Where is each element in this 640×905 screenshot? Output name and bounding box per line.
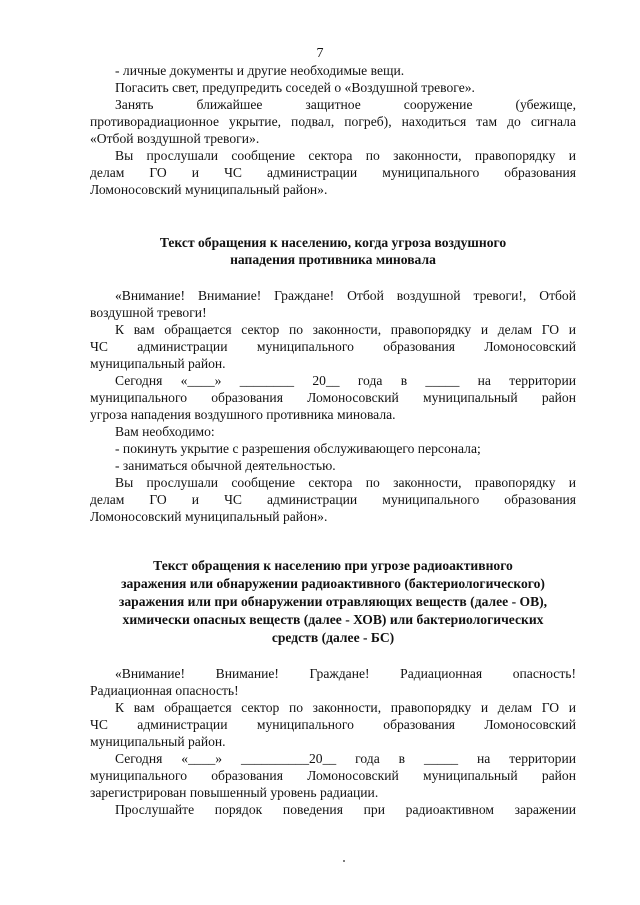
text-line: «Отбой воздушной тревоги».	[90, 131, 260, 146]
page-number: 7	[316, 46, 324, 61]
text-line: муниципальный район.	[90, 734, 226, 749]
section-heading: Текст обращения к населению при угрозе радиоактивного	[153, 558, 513, 573]
text-line: «Внимание! Внимание! Граждане! Отбой воздушной тревоги!, Отбой	[115, 288, 576, 303]
text-line: Сегодня «____» __________20__ года в _____ на территории	[115, 751, 576, 766]
section-heading: химически опасных веществ (далее - ХОВ) или бактериологических	[122, 612, 544, 627]
section-heading: заражения или обнаружении радиоактивного (бактериологического)	[121, 576, 545, 591]
section-heading: средств (далее - БС)	[271, 630, 395, 645]
text-line: - заниматься обычной деятельностью.	[115, 458, 336, 473]
section-heading: заражения или при обнаружении отравляющих веществ (далее - ОВ),	[118, 594, 548, 609]
text-line: противорадиационное укрытие, подвал, погреб), находиться там до сигнала	[90, 114, 576, 129]
text-line: Ломоносовский муниципальный район».	[90, 509, 328, 524]
text-line: Вам необходимо:	[115, 424, 215, 439]
text-line: ЧС администрации муниципального образования Ломоносовский	[90, 717, 576, 732]
scan-dot	[343, 860, 345, 862]
text-line: Вы прослушали сообщение сектора по законности, правопорядку и	[115, 148, 576, 163]
text-line: К вам обращается сектор по законности, правопорядку и делам ГО и	[115, 322, 576, 337]
text-line: Занять ближайшее защитное сооружение (убежище,	[115, 97, 576, 112]
text-line: угроза нападения воздушного противника миновала.	[90, 407, 396, 422]
text-line: Радиационная опасность!	[90, 683, 239, 698]
text-line: делам ГО и ЧС администрации муниципального образования	[90, 492, 576, 507]
text-line: - покинуть укрытие с разрешения обслуживающего персонала;	[115, 441, 481, 456]
section-heading: Текст обращения к населению, когда угроза воздушного	[159, 235, 507, 250]
text-line: Погасить свет, предупредить соседей о «Воздушной тревоге».	[115, 80, 475, 95]
text-line: Вы прослушали сообщение сектора по законности, правопорядку и	[115, 475, 576, 490]
text-line: муниципального образования Ломоносовский муниципальный район	[90, 768, 576, 783]
text-line: «Внимание! Внимание! Граждане! Радиационная опасность!	[115, 666, 576, 681]
text-line: муниципального образования Ломоносовский муниципальный район	[90, 390, 576, 405]
text-line: муниципальный район.	[90, 356, 226, 371]
text-line: Сегодня «____» ________ 20__ года в _____ на территории	[115, 373, 576, 388]
text-line: воздушной тревоги!	[90, 305, 207, 320]
text-line: ЧС администрации муниципального образования Ломоносовский	[90, 339, 576, 354]
text-line: Прослушайте порядок поведения при радиоактивном заражении	[115, 802, 576, 817]
text-line: К вам обращается сектор по законности, правопорядку и делам ГО и	[115, 700, 576, 715]
text-line: зарегистрирован повышенный уровень радиации.	[90, 785, 379, 800]
section-heading: нападения противника миновала	[230, 252, 436, 267]
text-line: - личные документы и другие необходимые вещи.	[115, 63, 405, 78]
text-line: делам ГО и ЧС администрации муниципального образования	[90, 165, 576, 180]
text-line: Ломоносовский муниципальный район».	[90, 182, 328, 197]
